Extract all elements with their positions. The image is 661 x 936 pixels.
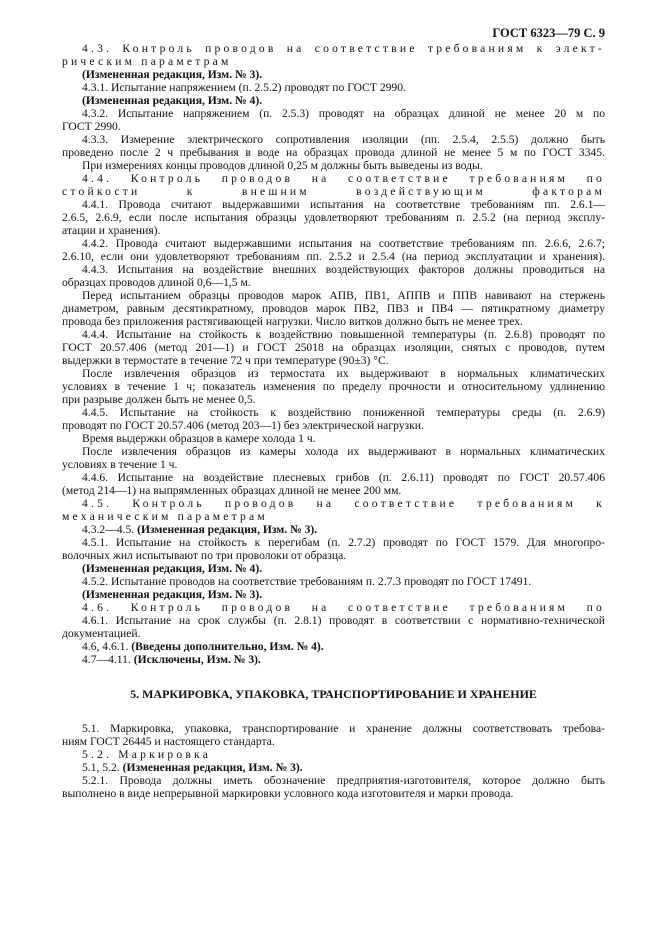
line-text: 4.3.2. Испытание напряжением (п. 2.5.3) проводят на образцах длиной не менее 20 м по <box>82 107 605 120</box>
text-line <box>62 341 605 354</box>
text-line <box>62 315 605 328</box>
text-line <box>62 497 605 510</box>
section-5-text <box>62 722 605 800</box>
text-line <box>62 419 605 432</box>
text-line <box>62 458 605 471</box>
line-text: 4.7—4.11. <box>82 653 134 666</box>
line-text: при разрыве должен быть не менее 0,5. <box>62 393 256 406</box>
text-line <box>62 198 605 211</box>
line-text: 4.4.4. Испытание на стойкость к воздействию повышенной температуры (п. 2.6.8) проводят по <box>82 328 605 341</box>
amendment-note: (Измененная редакция, Изм. № 3). <box>137 523 318 536</box>
text-line <box>62 250 605 263</box>
line-text: образцах проводов длиной 0,6—1,5 м. <box>62 276 251 289</box>
line-text: 4.6, 4.6.1. <box>82 640 132 653</box>
amendment-note: (Измененная редакция, Изм. № 3). <box>82 68 263 81</box>
line-text: волочных жил испытывают по три проволоки от образца. <box>62 549 347 562</box>
text-line <box>62 276 605 289</box>
line-text: ГОСТ 2990. <box>62 120 121 133</box>
section-4-text <box>62 42 605 666</box>
text-line <box>62 211 605 224</box>
line-text: ГОСТ 20.57.406 (метод 201—1) и ГОСТ 25018 на образцах изоляции, снятых с проводов, путем <box>62 341 605 354</box>
line-text: 4.5.2. Испытание проводов на соответствие требованиям п. 2.7.3 проводят по ГОСТ 17491. <box>82 575 532 588</box>
text-line <box>62 536 605 549</box>
line-text: 4.4. Контроль проводов на соответствие требованиям по <box>82 172 605 185</box>
text-line <box>62 237 605 250</box>
line-text: проводят по ГОСТ 20.57.406 (метод 203—1) без электрической нагрузки. <box>62 419 424 432</box>
amendment-note: (Измененная редакция, Изм. № 3). <box>122 761 303 774</box>
amendment-note: (Введены дополнительно, Изм. № 4). <box>131 640 324 653</box>
line-text: атации и хранения). <box>62 224 161 237</box>
line-text: 5.1. Маркировка, упаковка, транспортирование и хранение должны соответствовать требова- <box>82 722 605 735</box>
line-text: рическим параметрам <box>62 55 232 68</box>
text-line <box>62 172 605 185</box>
line-text: Время выдержки образцов в камере холода 1 ч. <box>82 432 316 445</box>
text-line <box>62 588 605 601</box>
line-text: 2.6.10, если они удовлетворяют требованиям пп. 2.5.2 и 2.5.4 (на период эксплуатации и хранения). <box>62 250 605 263</box>
text-line <box>62 328 605 341</box>
text-line <box>62 55 605 68</box>
text-line <box>62 575 605 588</box>
text-line <box>62 549 605 562</box>
line-text: (метод 214—1) на выпрямленных образцах длиной не менее 200 мм. <box>62 484 402 497</box>
text-line <box>62 133 605 146</box>
line-text: 4.4.1. Провода считают выдержавшими испытания на соответствие требованиям пп. 2.6.1— <box>82 198 605 211</box>
line-text: документацией. <box>62 627 141 640</box>
text-line <box>62 722 605 735</box>
page-header: ГОСТ 6323—79 С. 9 <box>492 26 605 40</box>
line-text: 5.2.1. Провода должны иметь обозначение предприятия-изготовителя, которое должно быть <box>82 774 605 787</box>
text-line <box>62 263 605 276</box>
text-line <box>62 653 605 666</box>
text-line <box>62 510 605 523</box>
line-text: При измерениях концы проводов длиной 0,25 м должны быть выведены из воды. <box>82 159 483 172</box>
text-line <box>62 380 605 393</box>
text-line <box>62 68 605 81</box>
line-text: 4.5. Контроль проводов на соответствие требованиям к <box>82 497 605 510</box>
text-line <box>62 367 605 380</box>
text-line <box>62 627 605 640</box>
line-text: 5.2. Маркировка <box>82 748 212 761</box>
text-line <box>62 393 605 406</box>
line-text: условиях в течение 1 ч; показатель изменения по пределу прочности и относительному удлинению <box>62 380 605 393</box>
text-line <box>62 774 605 787</box>
text-line <box>62 120 605 133</box>
text-line <box>62 484 605 497</box>
line-text: диаметром, равным десятикратному, проводов марок ПВ2, ПВ3 и ПВ4 — пятикратному диаметру <box>62 302 605 315</box>
amendment-note: (Измененная редакция, Изм. № 4). <box>82 562 263 575</box>
text-line <box>62 94 605 107</box>
text-line <box>62 523 605 536</box>
line-text: провода без приложения растягивающей нагрузки. Число витков должно быть не менее трех. <box>62 315 523 328</box>
line-text: выдержки в термостате в течение 72 ч при температуре (90±3) °С. <box>62 354 389 367</box>
text-line <box>62 640 605 653</box>
text-line <box>62 146 605 159</box>
line-text: 4.4.2. Провода считают выдержавшими испытания на соответствие требованиям пп. 2.6.6, 2.6.7; <box>82 237 605 250</box>
text-line <box>62 354 605 367</box>
text-line <box>62 185 605 198</box>
amendment-note: (Исключены, Изм. № 3). <box>133 653 261 666</box>
line-text: Перед испытанием образцы проводов марок АПВ, ПВ1, АППВ и ППВ навивают на стержень <box>82 289 605 302</box>
line-text: 4.6.1. Испытание на срок службы (п. 2.8.1) проводят в соответствии с нормативно-технической <box>82 614 605 627</box>
text-line <box>62 445 605 458</box>
text-line <box>62 614 605 627</box>
text-line <box>62 81 605 94</box>
line-text: 4.3.1. Испытание напряжением (п. 2.5.2) проводят по ГОСТ 2990. <box>82 81 406 94</box>
text-line <box>62 787 605 800</box>
text-line <box>62 42 605 55</box>
text-line <box>62 107 605 120</box>
line-text: 4.4.3. Испытания на воздействие внешних воздействующих факторов должны проводиться на <box>82 263 605 276</box>
text-line <box>62 562 605 575</box>
text-line <box>62 302 605 315</box>
line-text: условиях в течение 1 ч. <box>62 458 178 471</box>
section-5-heading: 5. МАРКИРОВКА, УПАКОВКА, ТРАНСПОРТИРОВАНИЕ И ХРАНЕНИЕ <box>130 687 537 701</box>
text-line <box>62 159 605 172</box>
text-line <box>62 432 605 445</box>
line-text: 4.3.2—4.5. <box>82 523 138 536</box>
text-line <box>62 471 605 484</box>
line-text: 5.1, 5.2. <box>82 761 123 774</box>
line-text: механическим параметрам <box>62 510 268 523</box>
text-line <box>62 224 605 237</box>
line-text: 4.3.3. Измерение электрического сопротивления изоляции (пп. 2.5.4, 2.5.5) должно быть <box>82 133 605 146</box>
text-line <box>62 601 605 614</box>
line-text: 4.4.5. Испытание на стойкость к воздействию пониженной температуры среды (п. 2.6.9) <box>82 406 605 419</box>
document-body <box>62 42 605 800</box>
amendment-note: (Измененная редакция, Изм. № 3). <box>82 588 263 601</box>
text-line <box>62 289 605 302</box>
amendment-note: (Измененная редакция, Изм. № 4). <box>82 94 263 107</box>
line-text: 4.5.1. Испытание на стойкость к перегибам (п. 2.7.2) проводят по ГОСТ 1579. Для многопро- <box>82 536 605 549</box>
text-line <box>62 748 605 761</box>
line-text: После извлечения образцов из камеры холода их выдерживают в нормальных климатических <box>82 445 605 458</box>
line-text: стойкости к внешним воздействующим факторам <box>62 185 605 198</box>
text-line <box>62 406 605 419</box>
line-text: 4.3. Контроль проводов на соответствие требованиям к элект- <box>82 42 605 55</box>
text-line <box>62 761 605 774</box>
line-text: ниям ГОСТ 26445 и настоящего стандарта. <box>62 735 275 748</box>
text-line <box>62 735 605 748</box>
line-text: проведено после 2 ч пребывания в воде на образцах провода длиной не менее 5 м по ГОСТ 3345. <box>62 146 605 159</box>
line-text: 2.6.5, 2.6.9, если после испытания образцы удовлетворяют требованиям п. 2.5.2 (на период эксплу- <box>62 211 605 224</box>
line-text: После извлечения образцов из термостата их выдерживают в нормальных климатических <box>82 367 605 380</box>
line-text: 4.6. Контроль проводов на соответствие требованиям по <box>82 601 605 614</box>
line-text: выполнено в виде непрерывной маркировки условного кода изготовителя и марки провода. <box>62 787 514 800</box>
line-text: 4.4.6. Испытание на воздействие плесневых грибов (п. 2.6.11) проводят по ГОСТ 20.57.406 <box>82 471 605 484</box>
